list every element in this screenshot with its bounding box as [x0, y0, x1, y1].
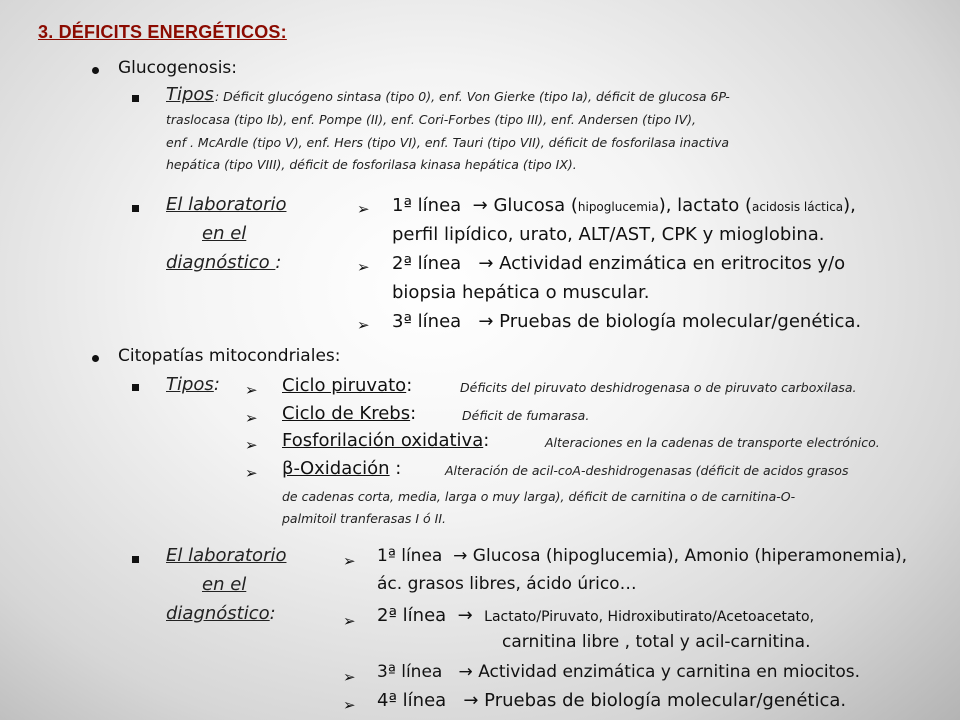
mito-lab-line-1-cont: ác. grasos libres, ácido úrico… — [377, 574, 637, 594]
check-bullet-icon: ➢ — [343, 696, 356, 714]
check-bullet-icon: ➢ — [343, 612, 356, 630]
mito-item-fosforilacion: Fosforilación oxidativa: — [282, 430, 490, 451]
tipos-line-1: : Déficit glucógeno sintasa (tipo 0), enf. Von Gierke (tipo Ia), déficit de glucosa 6P- — [215, 89, 730, 104]
arrow-icon: → — [453, 546, 468, 566]
bullet-square — [132, 205, 139, 212]
mito-item-piruvato-desc: Déficits del piruvato deshidrogenasa o de piruvato carboxilasa. — [460, 380, 857, 395]
mito-item-fosforilacion-desc: Alteraciones en la cadenas de transporte electrónico. — [545, 435, 880, 450]
mito-lab-line-1: 1ª línea → Glucosa (hipoglucemia), Amonio (hiperamonemia), — [377, 546, 908, 566]
check-bullet-icon: ➢ — [357, 200, 370, 218]
tipos-label: Tipos — [166, 84, 214, 105]
bullet-square — [132, 384, 139, 391]
glucogenosis-heading: Glucogenosis: — [118, 58, 238, 78]
tipos-line-4: hepática (tipo VIII), déficit de fosforilasa kinasa hepática (tipo IX). — [166, 157, 577, 172]
lab-label-line-1: El laboratorio — [166, 194, 287, 215]
mito-item-beta-oxidacion-desc: Alteración de acil-coA-deshidrogenasas (déficit de acidos grasos — [445, 463, 849, 478]
arrow-icon: → — [478, 311, 494, 332]
check-bullet-icon: ➢ — [245, 464, 258, 482]
arrow-icon: → — [463, 690, 479, 711]
check-bullet-icon: ➢ — [357, 258, 370, 276]
mito-lab-line-2: 2ª línea → Lactato/Piruvato, Hidroxibutirato/Acetoacetato, — [377, 605, 815, 626]
arrow-icon: → — [478, 253, 494, 274]
mito-item-piruvato: Ciclo piruvato: — [282, 375, 413, 396]
mito-lab-label-line-1: El laboratorio — [166, 545, 287, 566]
tipos-line-3: enf . McArdle (tipo V), enf. Hers (tipo VI), enf. Tauri (tipo VII), déficit de fosforilasa inactiva — [166, 135, 730, 150]
lab-label-line-3: diagnóstico : — [166, 252, 282, 273]
mito-tipos-label: Tipos: — [166, 374, 220, 395]
mito-item-beta-oxidacion: β-Oxidación : — [282, 458, 402, 479]
lab-label-line-2: en el — [202, 223, 247, 244]
citopatias-heading: Citopatías mitocondriales: — [118, 346, 341, 366]
check-bullet-icon: ➢ — [245, 436, 258, 454]
bullet-square — [132, 95, 139, 102]
bullet-dot — [92, 355, 99, 362]
mito-item-beta-oxidacion-cont-2: palmitoil tranferasas I ó II. — [282, 511, 446, 526]
mito-lab-line-4: 4ª línea → Pruebas de biología molecular/genética. — [377, 690, 847, 711]
check-bullet-icon: ➢ — [245, 409, 258, 427]
bullet-square — [132, 556, 139, 563]
mito-item-krebs-desc: Déficit de fumarasa. — [462, 408, 590, 423]
tipos-line-2: traslocasa (tipo Ib), enf. Pompe (II), enf. Cori-Forbes (tipo III), enf. Andersen (tipo IV), — [166, 112, 697, 127]
gluco-lab-line-1: 1ª línea → Glucosa (hipoglucemia), lactato (acidosis láctica), — [392, 195, 856, 216]
mito-lab-line-2-cont: carnitina libre , total y acil-carnitina. — [502, 632, 811, 652]
mito-item-beta-oxidacion-cont-1: de cadenas corta, media, larga o muy larga), déficit de carnitina o de carnitina-O- — [282, 489, 796, 504]
gluco-lab-line-2: 2ª línea → Actividad enzimática en eritrocitos y/o — [392, 253, 846, 274]
bullet-dot — [92, 67, 99, 74]
arrow-icon: → — [457, 605, 473, 626]
gluco-lab-line-3: 3ª línea → Pruebas de biología molecular/genética. — [392, 311, 862, 332]
mito-lab-label-line-3: diagnóstico: — [166, 603, 276, 624]
check-bullet-icon: ➢ — [343, 552, 356, 570]
gluco-lab-line-2-cont: biopsia hepática o muscular. — [392, 282, 650, 303]
mito-lab-label-line-2: en el — [202, 574, 247, 595]
check-bullet-icon: ➢ — [245, 381, 258, 399]
arrow-icon: → — [472, 195, 488, 216]
slide-title: 3. DÉFICITS ENERGÉTICOS: — [38, 22, 287, 42]
mito-lab-line-3: 3ª línea → Actividad enzimática y carnitina en miocitos. — [377, 662, 860, 682]
gluco-lab-line-1-cont: perfil lipídico, urato, ALT/AST, CPK y mioglobina. — [392, 224, 825, 245]
mito-item-krebs: Ciclo de Krebs: — [282, 403, 417, 424]
check-bullet-icon: ➢ — [357, 316, 370, 334]
arrow-icon: → — [458, 662, 473, 682]
check-bullet-icon: ➢ — [343, 668, 356, 686]
